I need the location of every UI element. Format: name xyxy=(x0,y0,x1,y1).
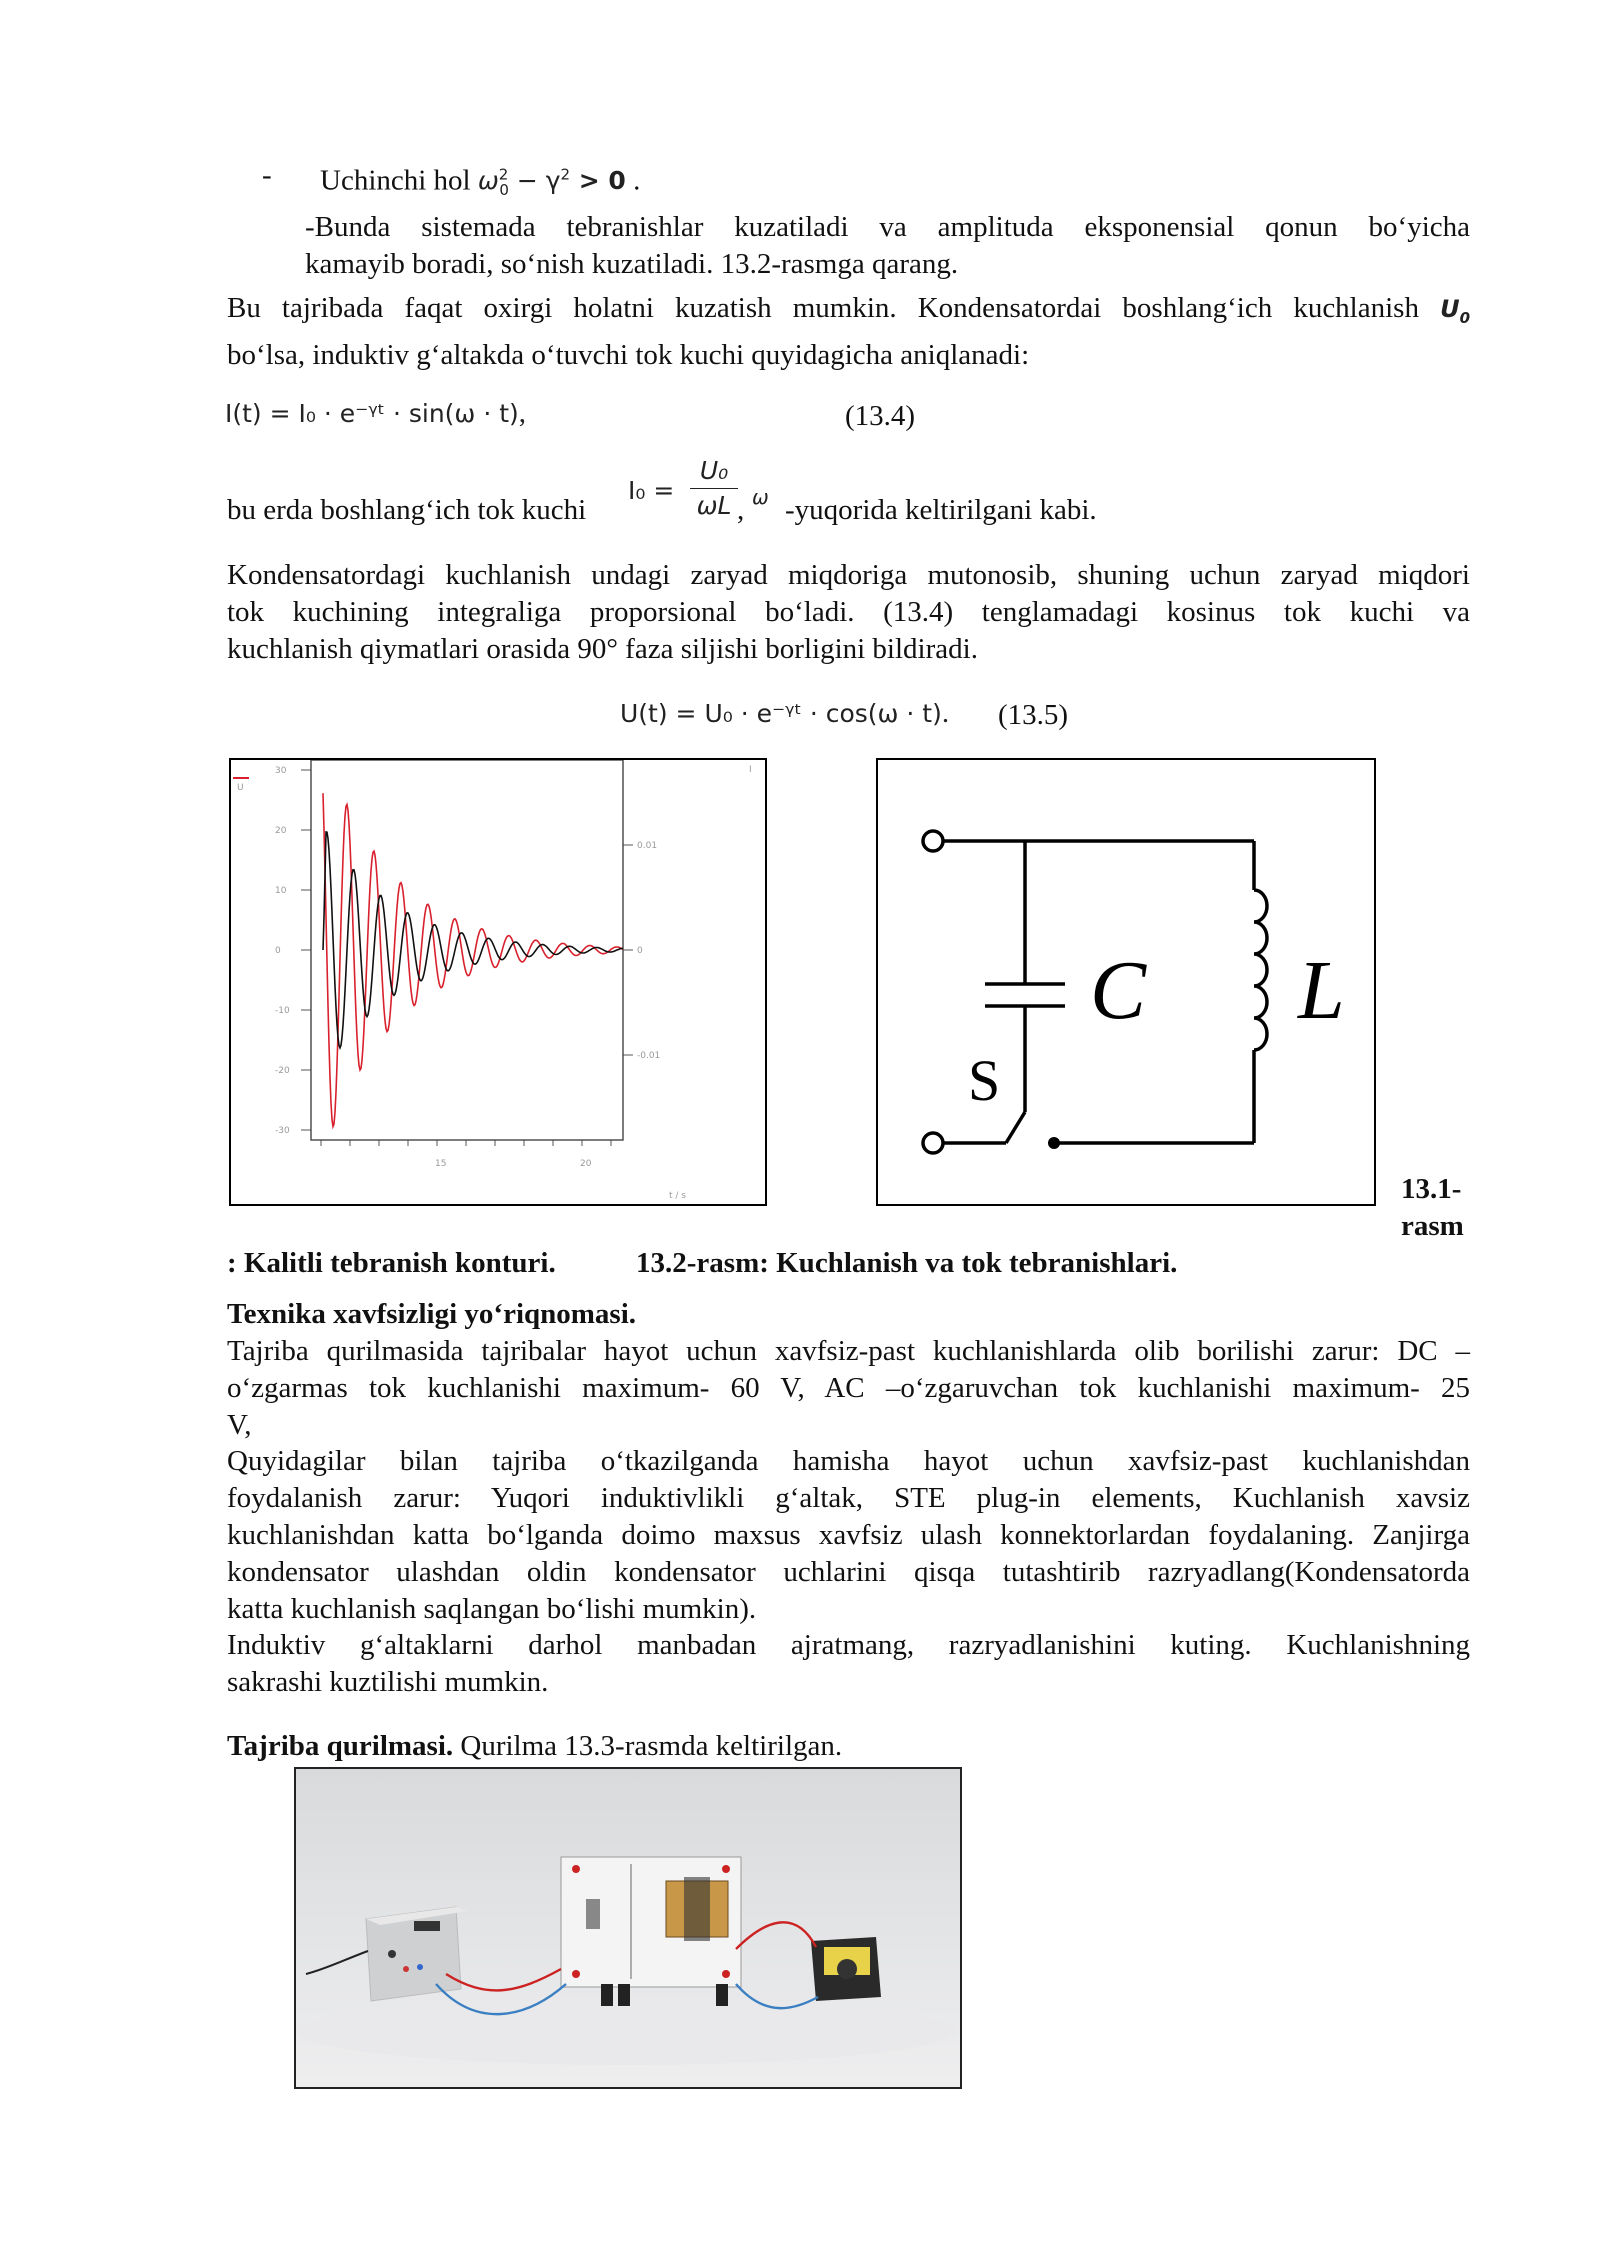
i0-comma: , xyxy=(737,494,745,526)
i0-numerator: U₀ xyxy=(699,456,729,485)
oscillation-graph xyxy=(231,760,765,1204)
x-tick-label: 15 xyxy=(435,1159,447,1169)
inductor-label: L xyxy=(1298,944,1345,1037)
fig-13-1-caption-b: rasm xyxy=(1401,1210,1464,1242)
right-tick-label: 0 xyxy=(637,946,643,956)
setup-photo xyxy=(294,1767,962,2089)
para2-line-2: tok kuchining integraliga proporsional bo‘ladi. (13.4) tenglamadagi kosinus tok kuchi va xyxy=(227,596,1470,628)
left-tick-label: 0 xyxy=(275,946,281,956)
switch-blade xyxy=(1006,1112,1025,1143)
case3-condition: $\omega^2_0 - \gamma^2 > 0$ xyxy=(477,166,626,200)
right-tick-label: -0.01 xyxy=(637,1051,661,1061)
bullet-line-1: Bunda sistemada tebranishlar kuzatiladi va amplituda eksponensial qonun bo‘yicha xyxy=(314,211,1470,243)
plug-in-board xyxy=(561,1857,741,2006)
setup-heading: Tajriba qurilmasi. xyxy=(227,1730,454,1762)
right-tick-label: 0.01 xyxy=(637,841,658,851)
bullet-line-2: kamayib boradi, so‘nish kuzatiladi. 13.2-rasmga qarang. xyxy=(305,248,959,280)
capacitor-label: C xyxy=(1090,944,1147,1037)
i0-prefix: bu erda boshlang‘ich tok kuchi xyxy=(227,494,587,526)
fraction-bar xyxy=(690,488,738,489)
equation-13-4-number: (13.4) xyxy=(845,400,916,432)
i0-omega: ω xyxy=(752,485,769,509)
x-tick-label: 20 xyxy=(580,1159,592,1169)
left-tick-label: 10 xyxy=(275,886,287,896)
setup-text: Qurilma 13.3-rasmda keltirilgan. xyxy=(453,1730,843,1762)
case3-line xyxy=(320,157,640,209)
i0-fraction xyxy=(690,456,738,521)
oscillation-graph-frame xyxy=(229,758,767,1206)
safety-paragraph-3: Induktiv g‘altaklarni darhol manbadan ajratmang, razryadlanishini kuting. Kuchlanishning sakrashi kuztilishi mumkin. xyxy=(227,1629,1470,1698)
para1-line-1: Bu tajribada faqat oxirgi holatni kuzatish mumkin. Kondensatordai boshlang‘ich kuchlanish xyxy=(227,292,1419,324)
i0-lhs: I₀ = xyxy=(628,476,675,505)
case3-label: Uchinchi hol xyxy=(320,164,471,197)
left-tick-label: -10 xyxy=(275,1006,290,1016)
case3-dot: . xyxy=(633,164,641,197)
inductor-coil xyxy=(1254,890,1267,1050)
left-unit-label: U xyxy=(237,783,244,793)
para2 xyxy=(227,557,1470,668)
equation-13-5-number: (13.5) xyxy=(998,699,1069,731)
para2-line-1: Kondensatordagi kuchlanish undagi zaryad miqdoriga mutonosib, shuning uchun zaryad miqdori xyxy=(227,559,1470,591)
equation-13-5: U(t) = U₀ · e⁻ᵞᵗ · cos(ω · t). xyxy=(620,697,950,729)
para1-line-2: bo‘lsa, induktiv g‘altakda o‘tuvchi tok kuchi quyidagicha aniqlanadi: xyxy=(227,338,1030,371)
circuit-diagram-frame xyxy=(876,758,1376,1206)
equation-13-4: I(t) = I₀ · e⁻ᵞᵗ · sin(ω · t), xyxy=(225,397,527,429)
para2-line-3: kuchlanish qiymatlari orasida 90° faza siljishi borligini bildiradi. xyxy=(227,633,978,665)
power-supply-unit xyxy=(306,1907,468,2001)
voltage-curve xyxy=(323,793,623,1126)
bottom-terminal xyxy=(923,1133,943,1153)
fig-13-2-caption: 13.2-rasm: Kuchlanish va tok tebranishlari. xyxy=(636,1247,1178,1279)
top-terminal xyxy=(923,831,943,851)
switch-label: S xyxy=(968,1048,1001,1113)
multimeter xyxy=(811,1937,881,2001)
i0-denominator: ωL xyxy=(696,491,732,520)
safety-heading: Texnika xavfsizligi yo‘riqnomasi. xyxy=(227,1298,637,1330)
safety-paragraph-2: Quyidagilar bilan tajriba o‘tkazilganda hamisha hayot uchun xavfsiz-past kuchlanishdan foydalanish zarur: Yuqori induktivlikli g‘altak, STE plug-in elements, Kuchlanish xavsiz kuchlanishdan katta bo‘lganda doimo maxsus xavfsiz ulash konnektorlardan foydalaning. Zanjirga kondensator ulashdan oldin kondensator uchlarini qisqa tutashtirib razryadlang(Kondensatorda katta kuchlanish saqlangan bo‘lishi mumkin). xyxy=(227,1445,1470,1625)
fig-13-1-caption-a: 13.1- xyxy=(1401,1173,1462,1205)
para1: Bu tajribada faqat oxirgi holatni kuzatish mumkin. Kondensatordai boshlang‘ich kuchlanish $U_0$ bo‘lsa, induktiv g‘altakda o‘tuvchi tok kuchi quyidagicha aniqlanadi: xyxy=(227,290,1470,374)
bullet-paragraph: -Bunda sistemada tebranishlar kuzatiladi va amplituda eksponensial qonun bo‘yicha kamayib boradi, so‘nish kuzatiladi. 13.2-rasmga qarang. xyxy=(305,209,1470,283)
setup-line xyxy=(227,1728,842,1765)
x-axis-label: t / s xyxy=(669,1191,686,1201)
left-tick-label: 30 xyxy=(275,766,287,776)
left-tick-label: -20 xyxy=(275,1066,290,1076)
switch-contact xyxy=(1048,1137,1060,1149)
right-unit-label: I xyxy=(749,765,752,775)
i0-suffix: -yuqorida keltirilgani kabi. xyxy=(785,494,1097,526)
fig-13-1-caption-rest: : Kalitli tebranish konturi. xyxy=(227,1247,556,1279)
case3-dash: - xyxy=(262,159,272,191)
left-tick-label: 20 xyxy=(275,826,287,836)
safety-paragraph-1: Tajriba qurilmasida tajribalar hayot uchun xavfsiz-past kuchlanishlarda olib borilishi zarur: DC – o‘zgarmas tok kuchlanishi maximum- 60 V, AC –o‘zgaruvchan tok kuchlanishi maximum- 25 V, xyxy=(227,1335,1470,1441)
left-tick-label: -30 xyxy=(275,1126,290,1136)
lc-circuit-diagram xyxy=(878,760,1374,1204)
setup-photo-illustration xyxy=(296,1769,960,2087)
